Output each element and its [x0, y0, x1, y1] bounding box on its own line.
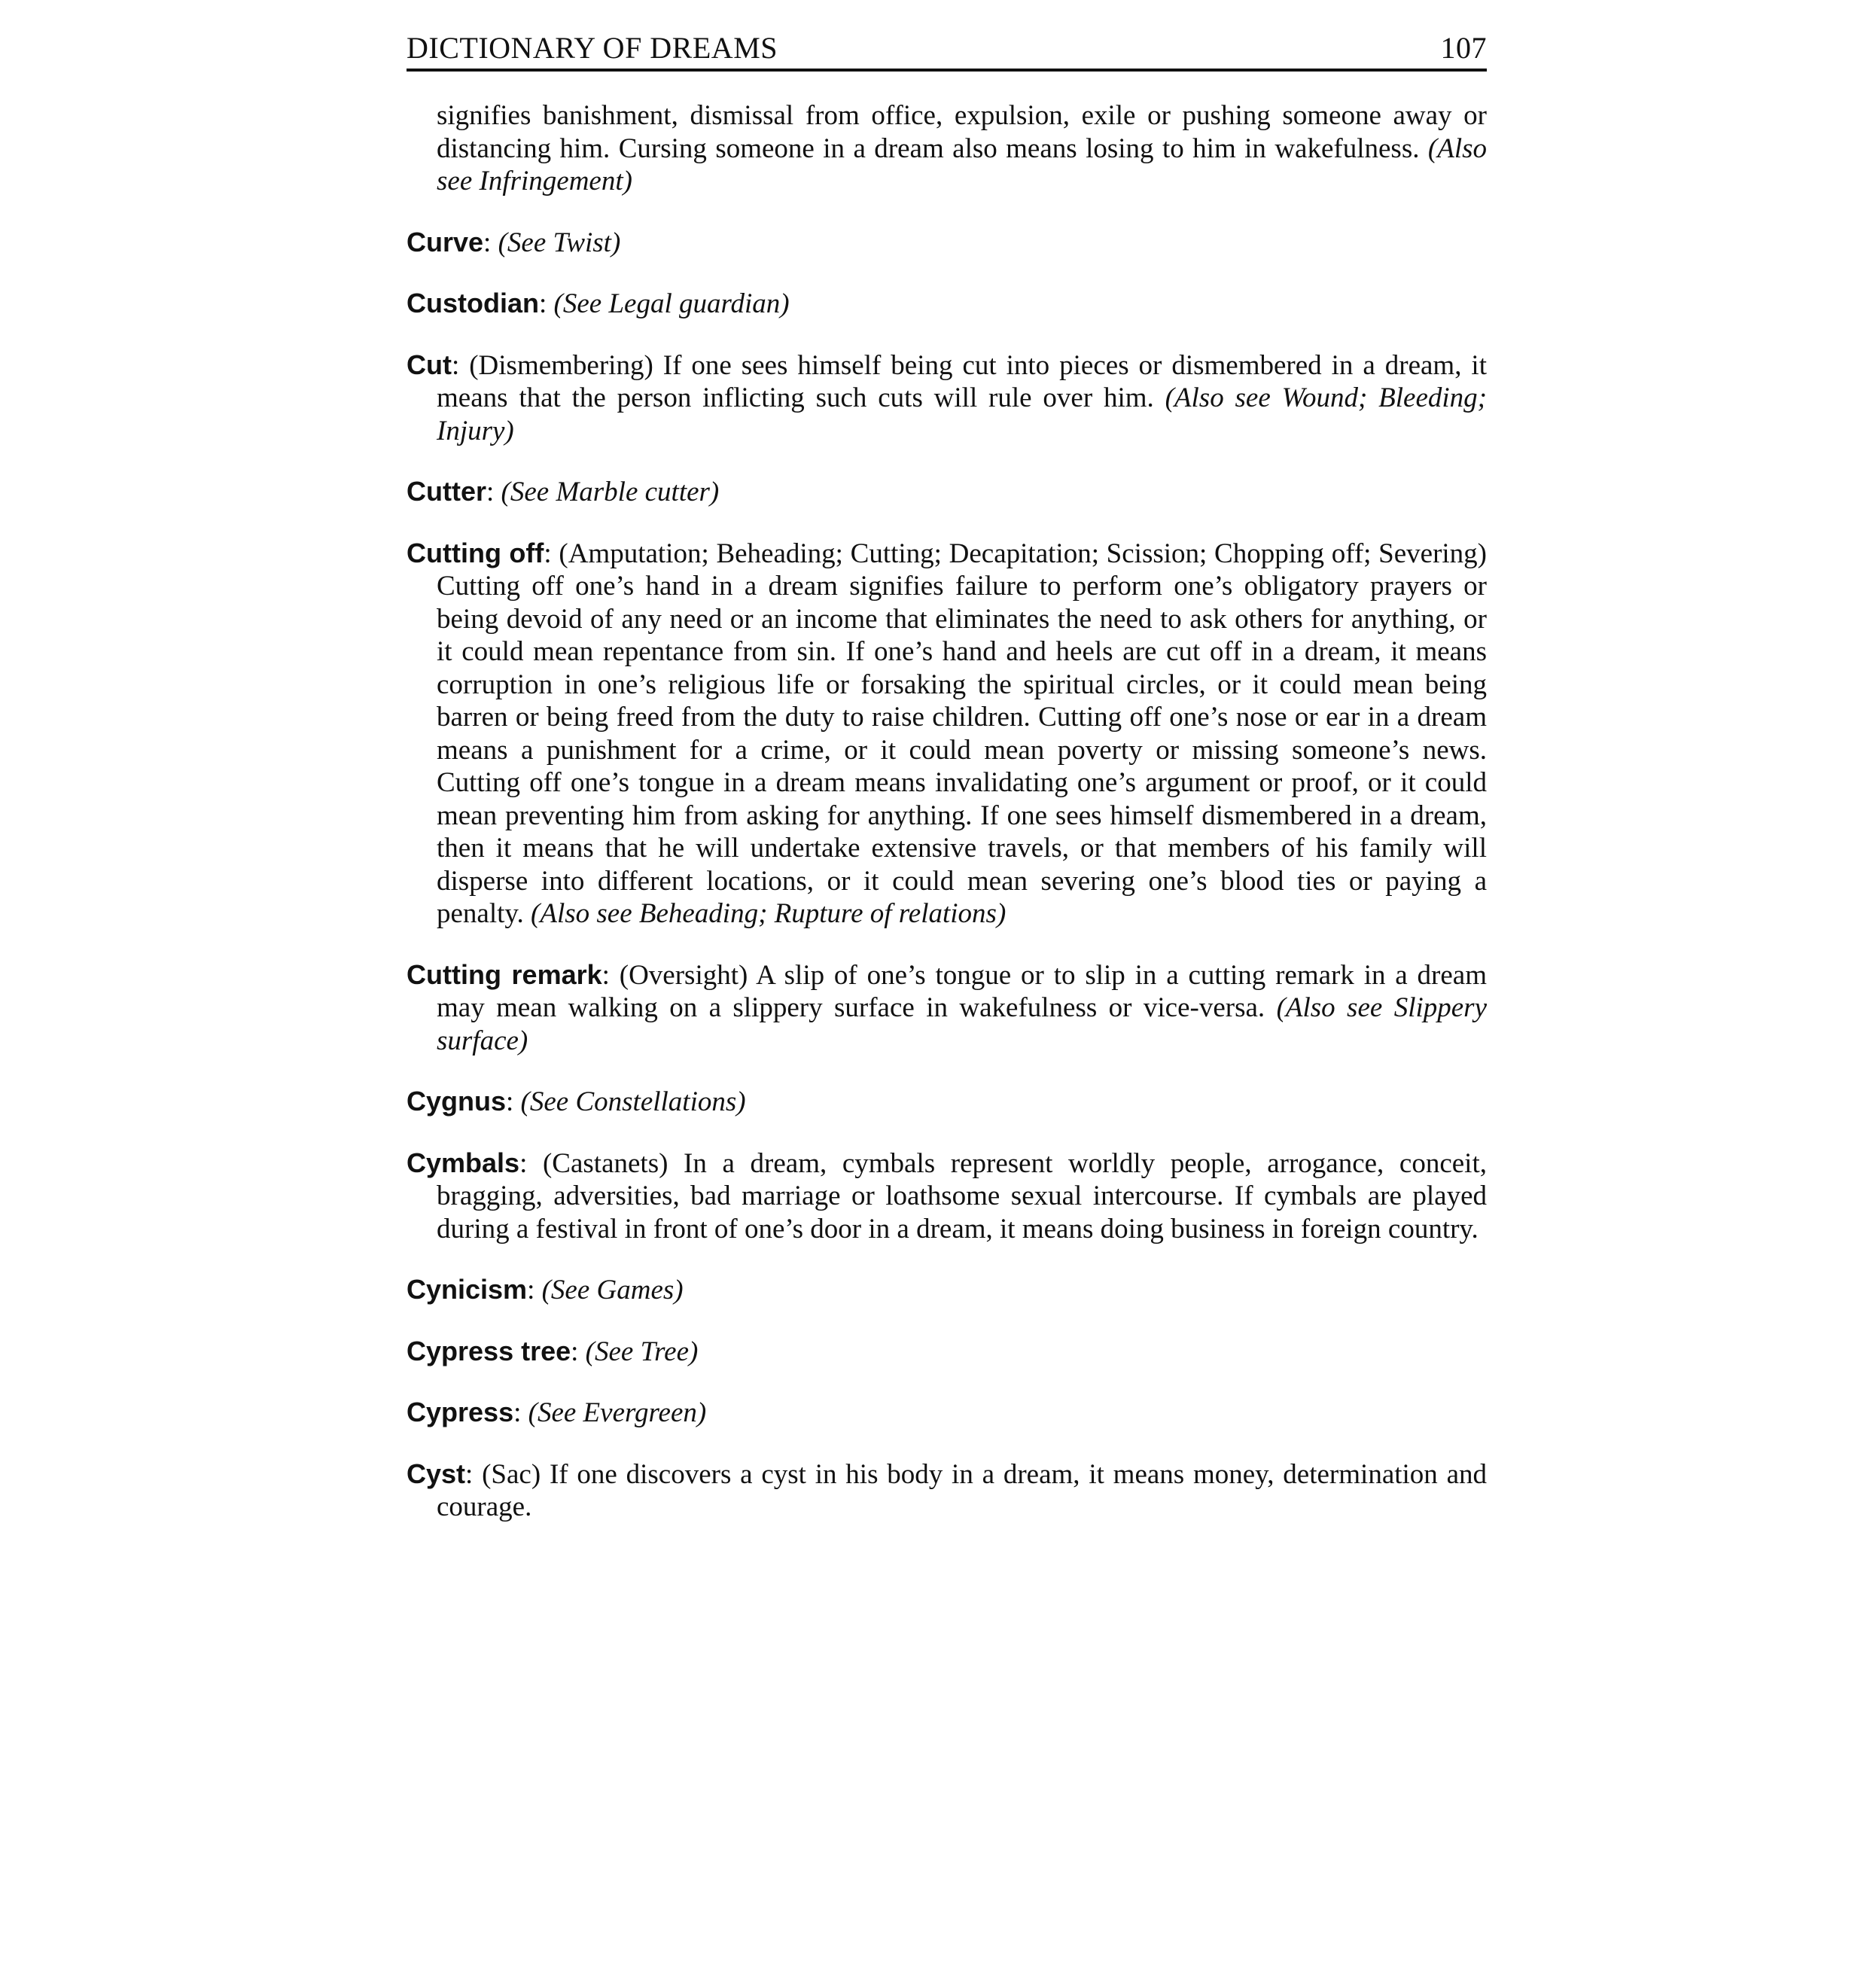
- entry-cynicism: Cynicism: (See Games): [407, 1274, 684, 1305]
- entry-headword: Custodian: [407, 288, 539, 318]
- entry-continuation: [407, 99, 1487, 198]
- entry-cyst: Cyst: (Sac) If one discovers a cyst in his body in a dream, it means money, determination and courage.: [407, 1458, 1488, 1522]
- entry-cross-reference: (See Evergreen): [528, 1397, 707, 1428]
- entry-curve: Curve: (See Twist): [407, 226, 621, 258]
- entry-cross-reference: (See Legal guardian): [553, 288, 790, 319]
- entry-headword: Cygnus: [407, 1086, 507, 1117]
- page-number: 107: [1440, 31, 1487, 65]
- running-head: [407, 30, 1487, 72]
- entry-headword: Curve: [407, 226, 484, 257]
- entry-cross-reference: (Also see Beheading; Rupture of relations): [531, 898, 1007, 929]
- entry-body: (Amputation; Beheading; Cutting; Decapitation; Scission; Chopping off; Severing) Cutting off one’s hand in a dream signifies failure to perform one’s obligatory prayers or being devoid of any need or an income that eliminates the need to ask others for anything, or it could mean repentance from sin. If one’s hand and heels are cut off in a dream, it means corruption in one’s religious life or forsaking the spiritual circles, or it could mean being barren or being freed from the duty to raise children. Cutting off one’s nose or ear in a dream means a punishment for a crime, or it could mean poverty or missing someone’s news. Cutting off one’s tongue in a dream means invalidating one’s argument or proof, or it could mean preventing him from asking for anything. If one sees himself dismembered in a dream, then it means that he will undertake extensive travels, or that members of his family will disperse into different locations, or it could mean severing one’s blood ties or paying a penalty.: [437, 538, 1488, 929]
- entry-cutting-off: Cutting off: (Amputation; Beheading; Cutting; Decapitation; Scission; Chopping off; Severing) Cutting off one’s hand in a dream signifies failure to perform one’s obligatory prayers or being devoid of any need or an income that eliminates the need to ask others for anything, or it could mean repentance from sin. If one’s hand and heels are cut off in a dream, it means corruption in one’s religious life or forsaking the spiritual circles, or it could mean being barren or being freed from the duty to raise children. Cutting off one’s nose or ear in a dream means a punishment for a crime, or it could mean poverty or missing someone’s news. Cutting off one’s tongue in a dream means invalidating one’s argument or proof, or it could mean preventing him from asking for anything. If one sees himself dismembered in a dream, then it means that he will undertake extensive travels, or that members of his family will disperse into different locations, or it could mean severing one’s blood ties or paying a penalty. (Also see Beheading; Rupture of relations): [407, 537, 1488, 929]
- entry-cutting-remark: Cutting remark: (Oversight) A slip of one’s tongue or to slip in a cutting remark in a dream may mean walking on a slippery surface in wakefulness or vice-versa. (Also see Slippery surface): [407, 958, 1488, 1056]
- entry-cross-reference: (Also see Infringement): [437, 133, 1487, 196]
- running-head-title: DICTIONARY OF DREAMS: [407, 31, 778, 65]
- entry-body: (Oversight) A slip of one’s tongue or to slip in a cutting remark in a dream may mean walking on a slippery surface in wakefulness or vice-versa.: [437, 959, 1488, 1023]
- entry-headword: Cutter: [407, 476, 486, 507]
- entry-cypress-tree: Cypress tree: (See Tree): [407, 1335, 699, 1367]
- entry-headword: Cut: [407, 349, 452, 380]
- entry-body: (Castanets) In a dream, cymbals represent worldly people, arrogance, conceit, bragging, adversities, bad marriage or loathsome sexual intercourse. If cymbals are played during a festival in front of one’s door in a dream, it means doing business in foreign country.: [437, 1147, 1487, 1244]
- entry-cymbals: Cymbals: (Castanets) In a dream, cymbals represent worldly people, arrogance, conceit, bragging, adversities, bad marriage or loathsome sexual intercourse. If cymbals are played during a festival in front of one’s door in a dream, it means doing business in foreign country.: [407, 1147, 1487, 1244]
- entry-list: [407, 99, 1487, 1524]
- entry-cross-reference: (Also see Wound; Bleeding; Injury): [437, 382, 1487, 446]
- entry-cross-reference: (Also see Slippery surface): [437, 992, 1487, 1056]
- entry-cross-reference: (See Constellations): [520, 1086, 746, 1117]
- entry-headword: Cutting remark: [407, 958, 602, 990]
- entry-cross-reference: (See Marble cutter): [501, 477, 720, 507]
- entry-body: signifies banishment, dismissal from office, expulsion, exile or pushing someone away or distancing him. Cursing someone in a dream also means losing to him in wakefulness.: [437, 100, 1487, 164]
- entry-headword: Cymbals: [407, 1147, 520, 1178]
- entry-body: (Sac) If one discovers a cyst in his body in a dream, it means money, determination and courage.: [437, 1458, 1488, 1522]
- entry-headword: Cypress tree: [407, 1335, 571, 1366]
- dictionary-page: [407, 30, 1487, 1528]
- entry-cross-reference: (See Twist): [498, 227, 621, 258]
- entry-headword: Cypress: [407, 1397, 514, 1427]
- entry-custodian: Custodian: (See Legal guardian): [407, 288, 790, 319]
- entry-cutter: Cutter: (See Marble cutter): [407, 476, 720, 507]
- entry-cygnus: Cygnus: (See Constellations): [407, 1086, 746, 1117]
- entry-headword: Cutting off: [407, 537, 544, 568]
- entry-cut: Cut: (Dismembering) If one sees himself being cut into pieces or dismembered in a dream, it means that the person inflicting such cuts will rule over him. (Also see Wound; Bleeding; Injury): [407, 349, 1487, 446]
- entry-headword: Cyst: [407, 1458, 466, 1489]
- entry-cypress: Cypress: (See Evergreen): [407, 1397, 707, 1428]
- entry-cross-reference: (See Tree): [585, 1336, 699, 1367]
- entry-cross-reference: (See Games): [541, 1275, 684, 1305]
- entry-headword: Cynicism: [407, 1274, 528, 1305]
- entry-body: (Dismembering) If one sees himself being cut into pieces or dismembered in a dream, it means that the person inflicting such cuts will rule over him.: [437, 349, 1487, 413]
